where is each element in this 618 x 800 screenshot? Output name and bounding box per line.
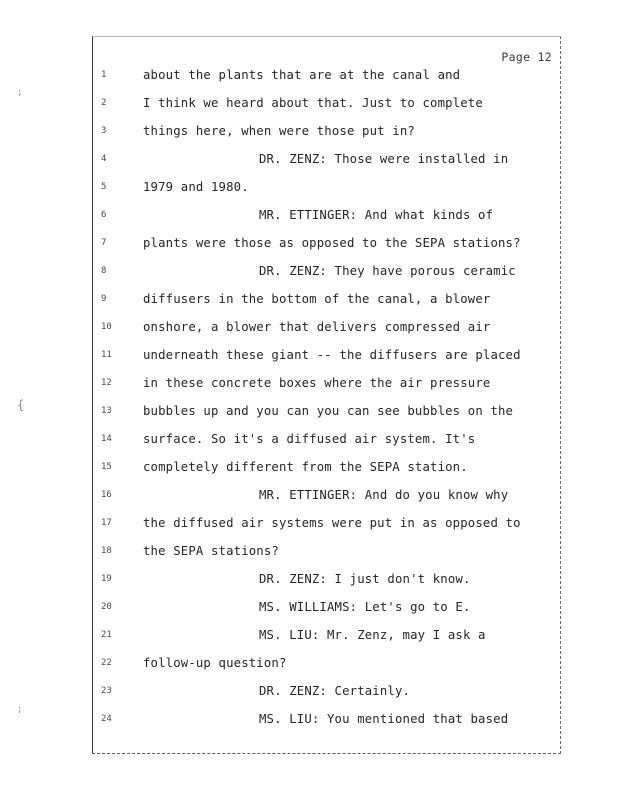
line-number: 1: [101, 70, 107, 80]
line-number: 18: [101, 546, 112, 556]
line-number: 11: [101, 350, 112, 360]
line-text: completely different from the SEPA station.: [143, 460, 468, 474]
page-number: Page 12: [501, 50, 552, 64]
line-number: 24: [101, 714, 112, 724]
transcript-page: [92, 36, 561, 754]
transcript-line: [93, 376, 560, 404]
line-text: MS. WILLIAMS: Let's go to E.: [259, 600, 471, 614]
line-text: in these concrete boxes where the air pressure: [143, 376, 491, 390]
margin-mark-middle: {: [17, 398, 25, 412]
transcript-line: [93, 656, 560, 684]
line-number: 9: [101, 294, 107, 304]
line-text: onshore, a blower that delivers compressed air: [143, 320, 491, 334]
transcript-line: [93, 292, 560, 320]
line-text: things here, when were those put in?: [143, 124, 415, 138]
line-text: 1979 and 1980.: [143, 180, 249, 194]
transcript-line: [93, 712, 560, 740]
line-number: 22: [101, 658, 112, 668]
line-text: MS. LIU: Mr. Zenz, may I ask a: [259, 628, 486, 642]
line-text: follow-up question?: [143, 656, 287, 670]
line-number: 20: [101, 602, 112, 612]
transcript-line: [93, 628, 560, 656]
transcript-line: [93, 124, 560, 152]
transcript-line: [93, 320, 560, 348]
transcript-line: [93, 684, 560, 712]
line-number: 14: [101, 434, 112, 444]
transcript-line: [93, 600, 560, 628]
line-text: about the plants that are at the canal and: [143, 68, 461, 82]
transcript-line: [93, 180, 560, 208]
line-text: DR. ZENZ: Those were installed in: [259, 152, 509, 166]
line-text: plants were those as opposed to the SEPA stations?: [143, 236, 521, 250]
transcript-line: [93, 208, 560, 236]
transcript-line: [93, 68, 560, 96]
line-number: 16: [101, 490, 112, 500]
transcript-line: [93, 460, 560, 488]
line-text: DR. ZENZ: They have porous ceramic: [259, 264, 516, 278]
transcript-line: [93, 348, 560, 376]
line-number: 8: [101, 266, 107, 276]
transcript-line: [93, 488, 560, 516]
line-text: the diffused air systems were put in as opposed to: [143, 516, 521, 530]
transcript-line: [93, 572, 560, 600]
line-number: 13: [101, 406, 112, 416]
line-text: MR. ETTINGER: And do you know why: [259, 488, 509, 502]
line-number: 17: [101, 518, 112, 528]
line-text: bubbles up and you can you can see bubbles on the: [143, 404, 514, 418]
line-number: 6: [101, 210, 107, 220]
line-text: diffusers in the bottom of the canal, a blower: [143, 292, 491, 306]
line-text: the SEPA stations?: [143, 544, 279, 558]
margin-mark-bottom: ;: [17, 705, 23, 715]
line-number: 15: [101, 462, 112, 472]
transcript-lines: [93, 68, 560, 740]
transcript-line: [93, 404, 560, 432]
line-number: 3: [101, 126, 107, 136]
line-text: MS. LIU: You mentioned that based: [259, 712, 509, 726]
transcript-line: [93, 432, 560, 460]
transcript-line: [93, 264, 560, 292]
line-text: MR. ETTINGER: And what kinds of: [259, 208, 494, 222]
transcript-line: [93, 236, 560, 264]
transcript-line: [93, 96, 560, 124]
line-number: 7: [101, 238, 107, 248]
line-text: underneath these giant -- the diffusers are placed: [143, 348, 521, 362]
line-number: 19: [101, 574, 112, 584]
line-number: 10: [101, 322, 112, 332]
margin-mark-top: ;: [17, 88, 23, 98]
line-number: 5: [101, 182, 107, 192]
line-text: DR. ZENZ: I just don't know.: [259, 572, 471, 586]
line-text: DR. ZENZ: Certainly.: [259, 684, 411, 698]
line-number: 23: [101, 686, 112, 696]
line-number: 2: [101, 98, 107, 108]
line-number: 12: [101, 378, 112, 388]
transcript-line: [93, 516, 560, 544]
line-text: I think we heard about that. Just to complete: [143, 96, 483, 110]
transcript-line: [93, 544, 560, 572]
line-number: 21: [101, 630, 112, 640]
line-number: 4: [101, 154, 107, 164]
transcript-line: [93, 152, 560, 180]
line-text: surface. So it's a diffused air system. It's: [143, 432, 476, 446]
